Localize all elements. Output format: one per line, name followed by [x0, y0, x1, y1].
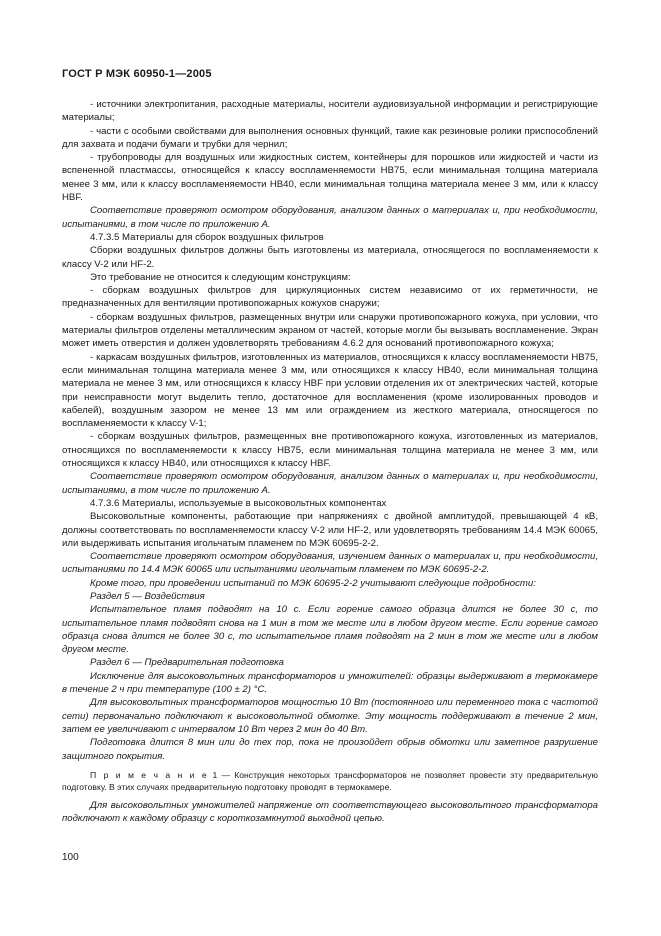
subsection-heading-preconditioning: Раздел 6 — Предварительная подготовка — [90, 657, 284, 669]
list-item-power-sources: - источники электропитания, расходные материалы, носители аудиовизуальной информации и регистрирующие материалы; — [62, 99, 598, 124]
subsection-heading-effects: Раздел 5 — Воздействия — [90, 590, 205, 602]
paragraph-test-flame: Испытательное пламя подводят на 10 с. Если горение самого образца длится не более 30 с, то испытательное пламя подводят снова на 1 мин в том же месте или в любом другом месте. Если горение самого образца снова длится не более 30 с, то испытательное пламя подводят на 2 мин в том же месте или в любом другом месте. — [62, 604, 598, 656]
paragraph-exceptions-intro: Это требование не относится к следующим конструкциям: — [90, 271, 351, 283]
section-heading-4-7-3-6: 4.7.3.6 Материалы, используемые в высоковольтных компонентах — [90, 497, 387, 509]
section-heading-4-7-3-5: 4.7.3.5 Материалы для сборок воздушных фильтров — [90, 231, 324, 243]
note — [62, 769, 598, 793]
paragraph-multipliers: Для высоковольтных умножителей напряжение от соответствующего высоковольтного трансформатора подключают к каждому образцу с короткозамкнутой выходной цепью. — [62, 799, 598, 825]
note-label: П р и м е ч а н и е — [90, 769, 209, 780]
paragraph-high-voltage-components: Высоковольтные компоненты, работающие при напряжениях с двойной амплитудой, превышающей 4 кВ, должны соответствовать по воспламеняемости классу V-2 или HF-2, или удовлетворять требованиям 14.4 МЭК 60065, или выдерживать испытания игольчатым пламенем по МЭК 60695-2-2. — [62, 511, 598, 549]
document-header: ГОСТ Р МЭК 60950-1—2005 — [62, 68, 212, 80]
compliance-statement: Соответствие проверяют осмотром оборудования, анализом данных о материалах и, при необходимости, испытаниями, в том числе по приложению А. — [62, 471, 598, 496]
list-item-external-filters: - сборкам воздушных фильтров, размещенных вне противопожарного кожуха, изготовленных из материалов, относящихся по воспламеняемости к классу НВ75, если минимальная толщина материала не менее 3 мм, или относящихся к классу НВ40, или относящихся к классу HBF. — [62, 431, 598, 470]
paragraph-test-details: Кроме того, при проведении испытаний по МЭК 60695-2-2 учитывают следующие подробности: — [90, 577, 536, 589]
list-item-filter-frames: - каркасам воздушных фильтров, изготовленных из материалов, относящихся к классу воспламеняемости НВ75, если минимальная толщина материала менее 3 мм, или относящихся к классу НВ40, если минимальная толщина материала не менее 3 мм, или относящихся к классу HBF при условии отделения их от электрических частей, которые при неисправности могут выделить тепло, достаточное для воспламенения (кроме изолированных проводов и кабелей), воздушным зазором не менее 13 мм или ограждением из жесткого материала, относящегося по воспламеняемости к классу V-1; — [62, 351, 598, 430]
list-item-shielded-filters: - сборкам воздушных фильтров, размещенных внутри или снаружи противопожарного кожуха, при условии, что материалы фильтров отделены металлическим экраном от частей, которые могли бы вызывать воспламенение. Экран может иметь отверстия и должен удовлетворять требованиям 4.6.2 для оснований противопожарного кожуха; — [62, 311, 598, 350]
note-text: 1 — Конструкция некоторых трансформаторов не позволяет провести эту предварительную подготовку. В этих случаях предварительную подготовку проводят в термокамере. — [62, 769, 598, 792]
list-item-special-parts: - части с особыми свойствами для выполнения основных функций, такие как резиновые ролики приспособлений для захвата и подачи бумаги и трубки для чернил; — [62, 125, 598, 150]
list-item-pipelines: - трубопроводы для воздушных или жидкостных систем, контейнеры для порошков или жидкостей и части из вспененной пластмассы, относящейся к классу воспламеняемости НВ75, если минимальная толщина материала менее 3 мм, или к классу воспламеняемости НВ40, если минимальная толщина материала менее 3 мм, или к классу HBF. — [62, 152, 598, 204]
paragraph-preconditioning-duration: Подготовка длится 8 мин или до тех пор, пока не произойдет обрыв обмотки или заметное разрушение защитного покрытия. — [62, 737, 598, 762]
paragraph-transformer-power: Для высоковольтных трансформаторов мощностью 10 Вт (постоянного или переменного тока с частотой сети) первоначально подключают к высоковольтной обмотке. Эту мощность поддерживают в течение 2 мин, затем ее увеличивают с интервалом 10 Вт через 2 мин до 40 Вт. — [62, 697, 598, 735]
paragraph-filter-assemblies: Сборки воздушных фильтров должны быть изготовлены из материала, относящегося по воспламеняемости к классу V-2 или HF-2. — [62, 245, 598, 270]
compliance-statement: Соответствие проверяют осмотром оборудования, изучением данных о материалах и, при необходимости, испытаниями по 14.4 МЭК 60065 или испытаниями игольчатым пламенем по МЭК 60695-2-2. — [62, 551, 598, 576]
compliance-statement: Соответствие проверяют осмотром оборудования, анализом данных о материалах и, при необходимости, испытаниями, в том числе по приложению А. — [62, 205, 598, 230]
page-number: 100 — [62, 852, 79, 863]
paragraph-exception-transformers: Исключение для высоковольтных трансформаторов и умножителей: образцы выдерживают в термокамере в течение 2 ч при температуре (100 ± 2) °С. — [62, 670, 598, 696]
document-body — [62, 98, 598, 825]
list-item-circulation-filters: - сборкам воздушных фильтров для циркуляционных систем независимо от их герметичности, не предназначенных для вентиляции противопожарных кожухов снаружи; — [62, 285, 598, 310]
